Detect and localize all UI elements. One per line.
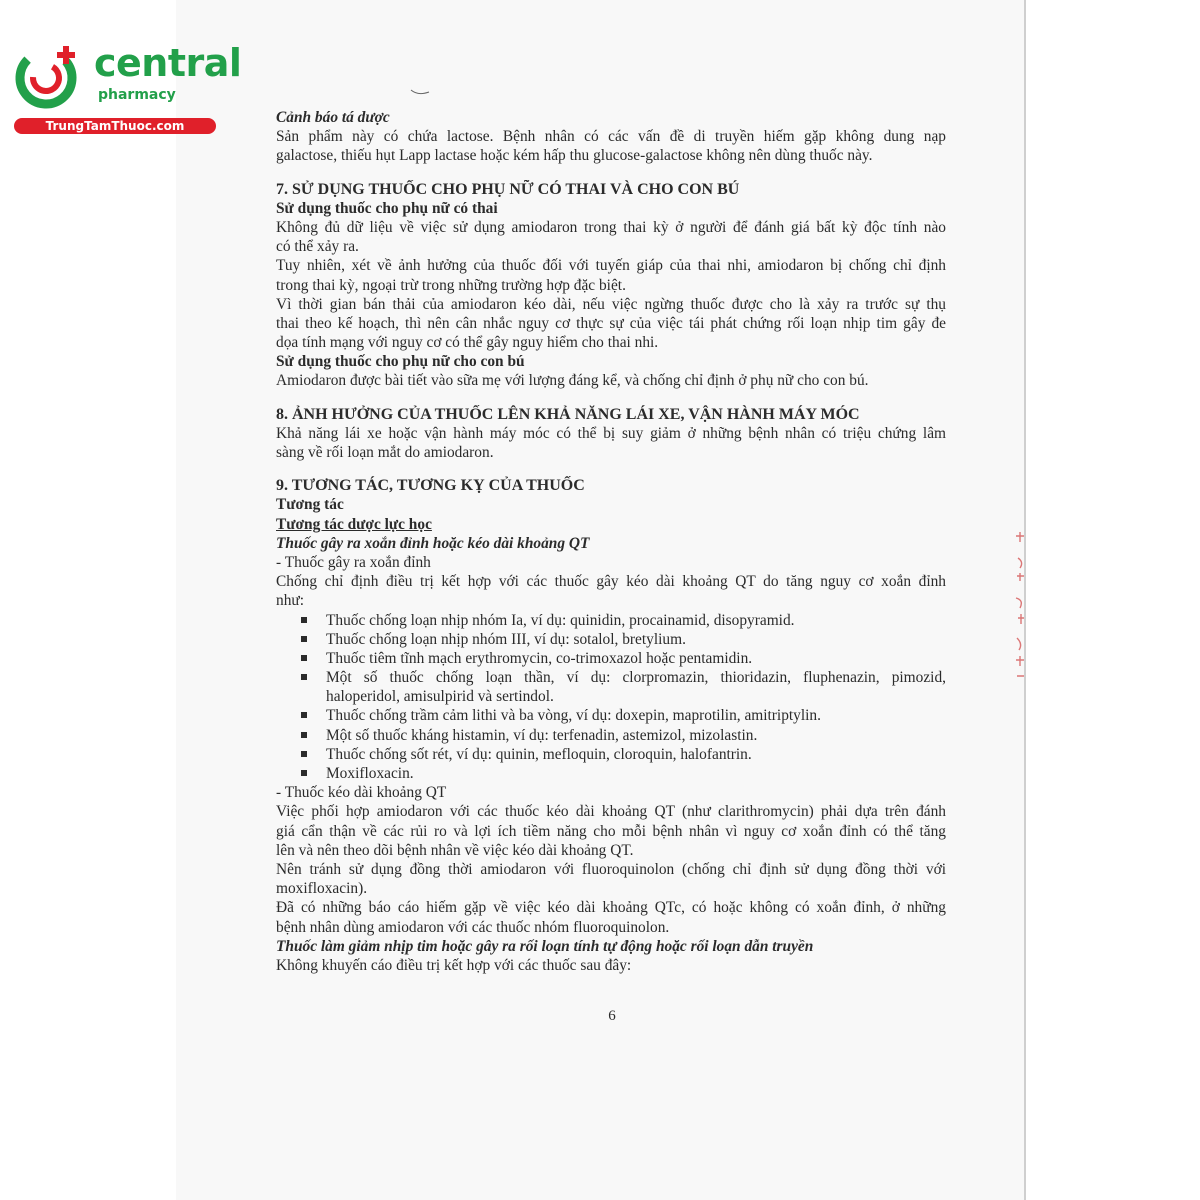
paragraph-line: Tuy nhiên, xét về ảnh hưởng của thuốc đối với tuyến giáp của thai nhi, amiodaron bị chống chỉ định	[276, 257, 946, 275]
document-body	[276, 108, 946, 975]
paragraph-line: Khả năng lái xe hoặc vận hành máy móc có thể bị suy giảm ở những bệnh nhân có triệu chứng lâm	[276, 424, 946, 442]
bullet-icon	[301, 655, 307, 661]
paragraph-line: Không đủ dữ liệu về việc sử dụng amiodaron trong thai kỳ ở người để đánh giá bất kỳ độc tính nào	[276, 218, 946, 236]
paragraph-line: có thể xảy ra.	[276, 238, 359, 256]
pen-mark	[410, 88, 430, 96]
subheading-italic: Thuốc làm giảm nhịp tim hoặc gây ra rối loạn tính tự động hoặc rối loạn dẫn truyền	[276, 937, 814, 955]
section-8-heading: 8. ẢNH HƯỞNG CỦA THUỐC LÊN KHẢ NĂNG LÁI XE, VẬN HÀNH MÁY MÓC	[276, 405, 860, 423]
bullet-icon	[301, 770, 307, 776]
subheading: Tương tác	[276, 496, 344, 514]
red-stamp-edge	[1012, 528, 1028, 688]
paragraph-line: Sản phẩm này có chứa lactose. Bệnh nhân có các vấn đề di truyền hiếm gặp không dung nạp	[276, 128, 946, 146]
paragraph-line: trong thai kỳ, ngoại trừ trong những trường hợp đặc biệt.	[276, 276, 626, 294]
list-item: Thuốc chống loạn nhịp nhóm Ia, ví dụ: quinidin, procainamid, disopyramid.	[276, 611, 946, 630]
dash-item: - Thuốc kéo dài khoảng QT	[276, 784, 447, 802]
paragraph-line: Chống chỉ định điều trị kết hợp với các thuốc gây kéo dài khoảng QT do tăng nguy cơ xoắn đỉnh	[276, 573, 946, 591]
paragraph-line: Không khuyến cáo điều trị kết hợp với các thuốc sau đây:	[276, 956, 632, 974]
paragraph-line: Việc phối hợp amiodaron với các thuốc kéo dài khoảng QT (như clarithromycin) phải dựa trên đánh	[276, 803, 946, 821]
list-item: Thuốc tiêm tĩnh mạch erythromycin, co-trimoxazol hoặc pentamidin.	[276, 649, 946, 668]
list-item: Thuốc chống trầm cảm lithi và ba vòng, ví dụ: doxepin, maprotilin, amitriptylin.	[276, 706, 946, 725]
page-number: 6	[608, 1008, 616, 1024]
central-pharmacy-logo[interactable]	[8, 36, 242, 136]
bullet-icon	[301, 617, 307, 623]
bullet-icon	[301, 636, 307, 642]
pharmacy-cross-icon	[12, 40, 84, 112]
warning-title: Cảnh báo tá dược	[276, 109, 390, 126]
left-margin	[0, 0, 176, 1200]
paragraph-line: sàng về rối loạn mắt do amiodaron.	[276, 444, 494, 461]
list-item-continued: haloperidol, amisulpirid và sertindol.	[326, 688, 554, 706]
logo-subtitle: pharmacy	[98, 87, 176, 103]
paragraph-line: Vì thời gian bán thải của amiodaron kéo dài, nếu việc ngừng thuốc được cho là xảy ra trước sự thụ	[276, 295, 946, 313]
paragraph-line: lên và nên theo dõi bệnh nhân về việc kéo dài khoảng QT.	[276, 841, 634, 859]
paragraph-line: thai theo kế hoạch, thì nên cân nhắc nguy cơ thực sự của việc tái phát chứng rối loạn nhịp tim gây đe	[276, 314, 946, 332]
bullet-icon	[301, 674, 307, 680]
section-7-heading: 7. SỬ DỤNG THUỐC CHO PHỤ NỮ CÓ THAI VÀ CHO CON BÚ	[276, 180, 740, 198]
right-margin	[1026, 0, 1200, 1200]
logo-name: central	[94, 41, 242, 85]
paragraph-line: Nên tránh sử dụng đồng thời amiodaron với fluoroquinolon (chống chỉ định sử dụng đồng thời với	[276, 860, 946, 878]
subheading: Sử dụng thuốc cho phụ nữ cho con bú	[276, 353, 525, 371]
list-item: Moxifloxacin.	[276, 764, 946, 783]
bullet-icon	[301, 732, 307, 738]
paragraph-line: dọa tính mạng với nguy cơ có thể gây nguy hiểm cho thai nhi.	[276, 334, 659, 352]
subheading: Sử dụng thuốc cho phụ nữ có thai	[276, 199, 498, 217]
paragraph-line: moxifloxacin).	[276, 880, 368, 898]
list-item: Thuốc chống sốt rét, ví dụ: quinin, mefloquin, cloroquin, halofantrin.	[276, 745, 946, 764]
list-item: Một số thuốc kháng histamin, ví dụ: terfenadin, astemizol, mizolastin.	[276, 726, 946, 745]
paragraph-line: giá cẩn thận về các rủi ro và lợi ích tiềm năng cho mỗi bệnh nhân vì nguy cơ xoắn đỉnh có thể tăng	[276, 822, 946, 840]
paragraph-line: bệnh nhân dùng amiodaron với các thuốc nhóm fluoroquinolon.	[276, 918, 670, 936]
subheading-underlined: Tương tác dược lực học	[276, 515, 432, 533]
logo-url-badge[interactable]: TrungTamThuoc.com	[14, 118, 216, 134]
list-item: Thuốc chống loạn nhịp nhóm III, ví dụ: sotalol, bretylium.	[276, 630, 946, 649]
bullet-icon	[301, 712, 307, 718]
drug-bullet-list	[276, 611, 946, 784]
bullet-icon	[301, 751, 307, 757]
section-9-heading: 9. TƯƠNG TÁC, TƯƠNG KỴ CỦA THUỐC	[276, 477, 585, 495]
paragraph-line: Amiodaron được bài tiết vào sữa mẹ với lượng đáng kể, và chống chỉ định ở phụ nữ cho con bú.	[276, 372, 869, 390]
paragraph-line: Đã có những báo cáo hiếm gặp về việc kéo dài khoảng QTc, có hoặc không có xoắn đỉnh, ở những	[276, 899, 946, 917]
list-item: Một số thuốc chống loạn thần, ví dụ: clorpromazin, thioridazin, fluphenazin, pimozid,	[276, 668, 946, 687]
subheading-italic: Thuốc gây ra xoắn đỉnh hoặc kéo dài khoảng QT	[276, 534, 590, 552]
dash-item: - Thuốc gây ra xoắn đỉnh	[276, 553, 431, 571]
paragraph-line: galactose, thiếu hụt Lapp lactase hoặc kém hấp thu glucose-galactose không nên dùng thuốc này.	[276, 147, 873, 165]
paragraph-line: như:	[276, 592, 305, 610]
